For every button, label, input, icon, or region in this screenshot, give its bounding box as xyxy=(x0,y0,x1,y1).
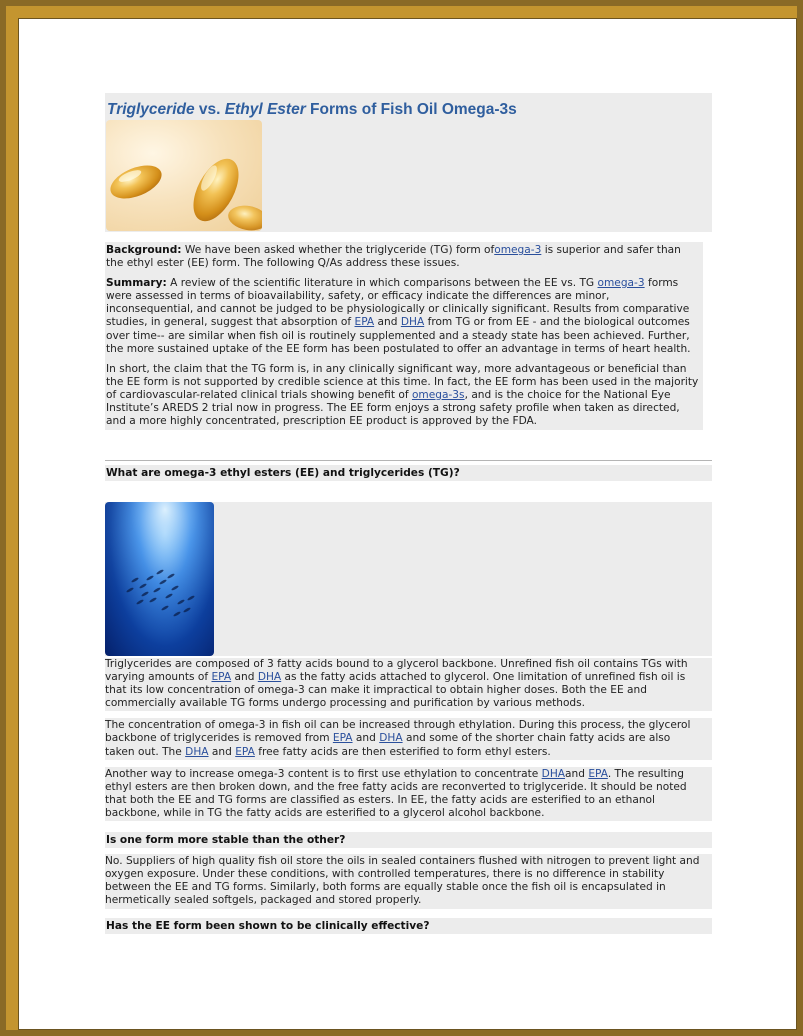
fish-oil-capsules-image xyxy=(106,120,262,231)
triglycerides-paragraph: Triglycerides are composed of 3 fatty acids bound to a glycerol backbone. Unrefined fish oil contains TGs with varying amounts of EPA and DHA as the fatty acids attached to glycerol. One limitation of unrefined fish oil is that its low concentration of omega-3 can make it impractical to obtain higher doses. Both the EE and commercially available TG forms undergo processing and purification by various methods. xyxy=(105,658,712,711)
dha-link[interactable]: DHA xyxy=(541,767,566,780)
omega-3-link[interactable]: omega-3 xyxy=(494,244,542,256)
in-short-paragraph: In short, the claim that the TG form is, in any clinically significant way, more advantageous or beneficial than the EE form is not supported by credible science at this time. In fact, the EE form has been used in the majority of cardiovascular-related clinical trials showing benefit of omega-3s, and is the choice for the National Eye Institute’s AREDS 2 trial now in progress. The EE form enjoys a strong safety profile when taken as directed, and a more highly concentrated, prescription EE product is approved by the FDA. xyxy=(106,362,699,428)
question-ee-tg-heading: What are omega-3 ethyl esters (EE) and triglycerides (TG)? xyxy=(105,465,712,481)
question-stability-heading: Is one form more stable than the other? xyxy=(105,832,712,848)
title-rest: Forms of Fish Oil Omega-3s xyxy=(305,101,517,118)
decorative-frame xyxy=(6,6,797,1030)
epa-link[interactable]: EPA xyxy=(211,671,232,684)
intro-section xyxy=(105,242,703,430)
summary-paragraph: Summary: A review of the scientific literature in which comparisons between the EE vs. TG omega-3 forms were assessed in terms of bioavailability, safety, or efficacy indicate the differences are minor, inconsequential, and cannot be judged to be physiologically or clinically significant. Results from comparative studies, in general, suggest that absorption of EPA and DHA from TG or from EE - and the biological outcomes over time-- are similar when fish oil is routinely supplemented and a steady state has been achieved. Further, the more sustained uptake of the EE form has been postulated to offer an advantage in terms of heart health. xyxy=(106,277,691,355)
background-paragraph: Background: We have been asked whether the triglyceride (TG) form ofomega-3 is superior and safer than the ethyl ester (EE) form. The following Q/As address these issues. xyxy=(106,244,681,270)
dha-link[interactable]: DHA xyxy=(400,316,425,329)
fish-school-image xyxy=(105,502,214,656)
title-vs: vs. xyxy=(194,101,225,118)
title-ethyl-ester: Ethyl Ester xyxy=(224,101,306,118)
page-title xyxy=(107,101,517,119)
epa-link[interactable]: EPA xyxy=(588,767,608,780)
section-divider xyxy=(105,460,712,461)
omega-3s-link[interactable]: omega-3s xyxy=(411,388,465,401)
fish-image-section xyxy=(105,502,712,656)
dha-link[interactable]: DHA xyxy=(257,671,282,684)
question-clinical-heading: Has the EE form been shown to be clinically effective? xyxy=(105,918,712,934)
background-label: Background: xyxy=(106,244,182,256)
stability-paragraph: No. Suppliers of high quality fish oil store the oils in sealed containers flushed with nitrogen to prevent light and oxygen exposure. Under these conditions, with controlled temperatures, there is no difference in stability between the EE and TG forms. Similarly, both forms are equally stable once the fish oil is encapsulated in hermetically sealed softgels, packaged and stored properly. xyxy=(105,854,712,909)
title-triglyceride: Triglyceride xyxy=(107,101,195,118)
fish-school-illustration xyxy=(105,502,214,656)
another-way-paragraph: Another way to increase omega-3 content is to first use ethylation to concentrate DHAand EPA. The resulting ethyl esters are then broken down, and the free fatty acids are reconverted to triglyceride. It should be noted that both the EE and TG forms are classified as esters. In EE, the fatty acids are esterified to an ethanol backbone, while in TG the fatty acids are esterified to a glycerol alcohol backbone. xyxy=(105,767,712,821)
epa-link[interactable]: EPA xyxy=(354,316,375,329)
concentration-paragraph: The concentration of omega-3 in fish oil can be increased through ethylation. During this process, the glycerol backbone of triglycerides is removed from EPA and DHA and some of the shorter chain fatty acids are also taken out. The DHA and EPA free fatty acids are then esterified to form ethyl esters. xyxy=(105,718,712,759)
dha-link[interactable]: DHA xyxy=(185,745,209,758)
epa-link[interactable]: EPA xyxy=(332,732,353,745)
summary-label: Summary: xyxy=(106,277,167,290)
epa-link[interactable]: EPA xyxy=(235,745,255,758)
dha-link[interactable]: DHA xyxy=(379,732,403,745)
document-page xyxy=(18,18,797,1030)
ee-tg-explanation xyxy=(105,658,712,821)
capsules-illustration xyxy=(106,120,262,231)
omega-3-link[interactable]: omega-3 xyxy=(597,277,645,290)
title-section xyxy=(105,93,712,232)
